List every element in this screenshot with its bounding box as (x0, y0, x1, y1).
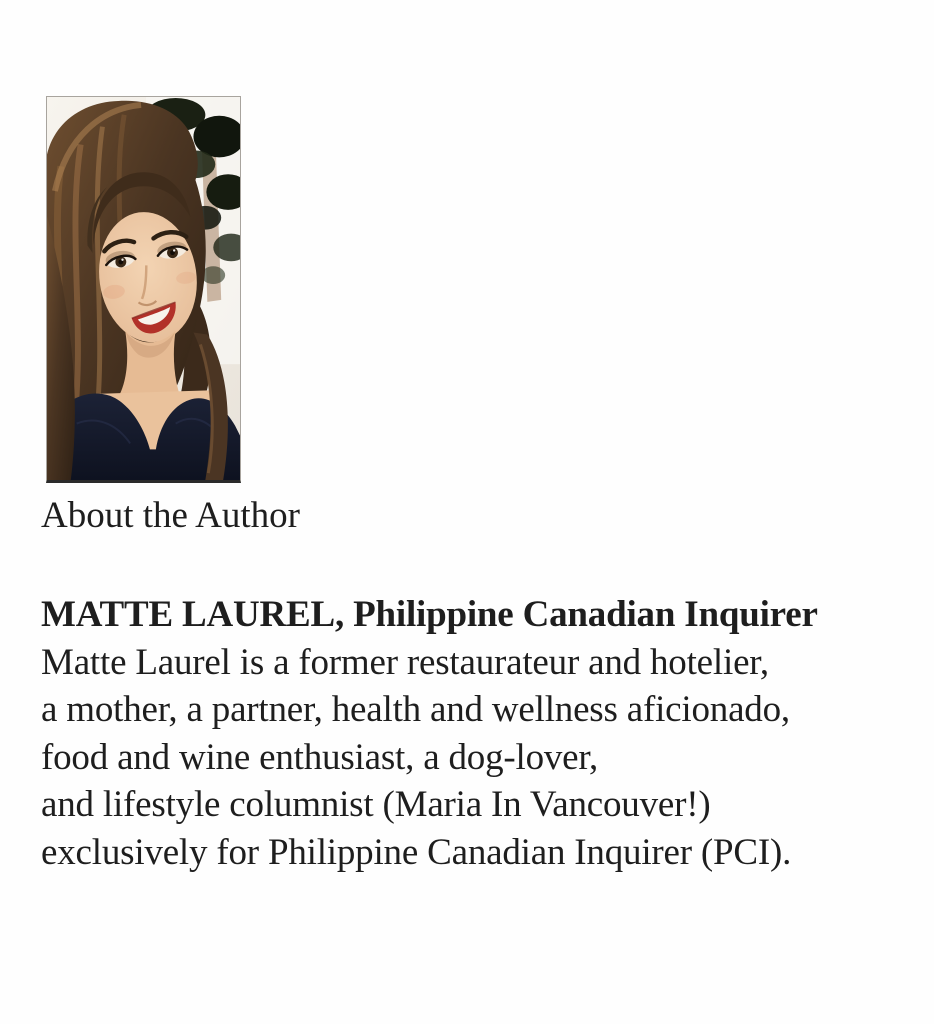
bio-line: Matte Laurel is a former restaurateur and hotelier, (41, 641, 769, 683)
author-bio (41, 591, 818, 876)
author-name-heading: MATTE LAUREL, Philippine Canadian Inquirer (41, 594, 818, 635)
author-portrait-illustration (47, 97, 240, 480)
bio-line: and lifestyle columnist (Maria In Vancouver!) (41, 784, 711, 825)
about-the-author-label: About the Author (41, 495, 300, 536)
bio-line: food and wine enthusiast, a dog-lover, (41, 736, 599, 778)
author-photo (46, 96, 241, 483)
bio-line: exclusively for Philippine Canadian Inquirer (PCI). (41, 831, 792, 873)
bio-line: a mother, a partner, health and wellness aficionado, (41, 689, 790, 730)
